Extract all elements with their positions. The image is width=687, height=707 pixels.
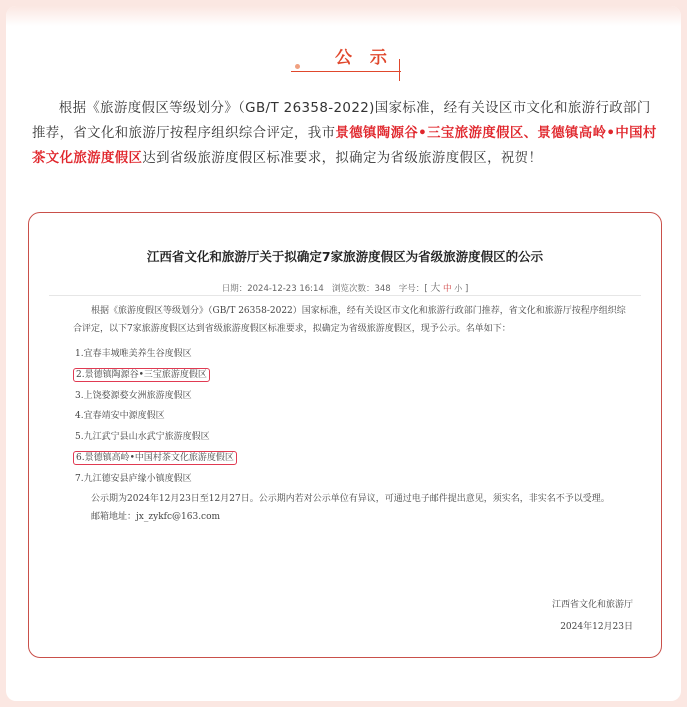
list-item: 7.九江德安县庐缘小镇度假区 <box>75 473 192 484</box>
document-card <box>28 212 662 658</box>
decorative-dot <box>295 64 300 69</box>
date-label: 日期： <box>221 284 248 294</box>
views-value: 348 <box>374 284 391 294</box>
top-frame <box>6 6 681 26</box>
intro-paragraph <box>32 96 664 171</box>
document-paragraph: 根据《旅游度假区等级划分》（GB/T 26358-2022）国家标准，经有关设区市文化和旅游行政部门推荐，省文化和旅游厅按程序组织综合评定，以下7家旅游度假区达到省级旅游度假区标准要求，拟确定为省级旅游度假区，现予公示。名单如下： <box>73 306 626 334</box>
document-title: 江西省文化和旅游厅关于拟确定7家旅游度假区为省级旅游度假区的公示 <box>146 249 544 264</box>
intro-text: 根据《旅游度假区等级划分》（GB/T 26358-2022)国家标准，经有关设区市文化和旅游行政部门推荐，省文化和旅游厅按程序组织综合评定，我市 <box>32 101 651 141</box>
font-big-link[interactable]: 大 <box>430 283 441 294</box>
meta-divider <box>49 295 641 296</box>
document-meta: 日期：2024-12-23 16:14 浏览次数：348 字号：[ 大 中 小 ] <box>221 283 469 294</box>
signature-date: 2024年12月23日 <box>560 622 633 632</box>
signature: 江西省文化和旅游厅 <box>551 600 633 610</box>
font-small-link[interactable]: 小 <box>454 284 463 293</box>
list-item: 5.九江武宁县山水武宁旅游度假区 <box>75 432 210 443</box>
list-item: 4.宜春靖安中源度假区 <box>75 411 165 422</box>
document-body <box>73 302 633 526</box>
decorative-tick <box>399 59 400 81</box>
decorative-line <box>291 71 401 72</box>
list-item: 1.宜春丰城唯美养生谷度假区 <box>75 349 192 359</box>
notice-text: 公示期为2024年12月23日至12月27日。公示期内若对公示单位有异议，可通过电子邮件提出意见，须实名，非实名不予以受理。 <box>91 493 610 504</box>
views-label: 浏览次数： <box>331 284 375 294</box>
intro-text-end: 达到省级旅游度假区标准要求，拟确定为省级旅游度假区，祝贺！ <box>142 151 543 166</box>
header-decoration <box>291 39 411 81</box>
email-text: 邮箱地址：jx_zykfc@163.com <box>91 511 221 522</box>
font-size-label: 字号： <box>398 284 425 294</box>
list-item-highlighted: 2.景德镇陶源谷•三宝旅游度假区 <box>73 365 633 386</box>
font-mid-link[interactable]: 中 <box>443 284 452 294</box>
list-item: 3.上饶婺源婺女洲旅游度假区 <box>75 390 192 401</box>
resort-list <box>73 344 633 490</box>
date-value: 2024-12-23 16:14 <box>247 284 324 294</box>
page-title: 公 示 <box>335 48 393 68</box>
page <box>6 6 681 701</box>
list-item-highlighted: 6.景德镇高岭•中国村茶文化旅游度假区 <box>73 448 633 469</box>
intro-highlight: 景德镇陶源谷•三宝旅游度假区、景德镇高岭•中国村茶文化旅游度假区 <box>32 126 657 166</box>
